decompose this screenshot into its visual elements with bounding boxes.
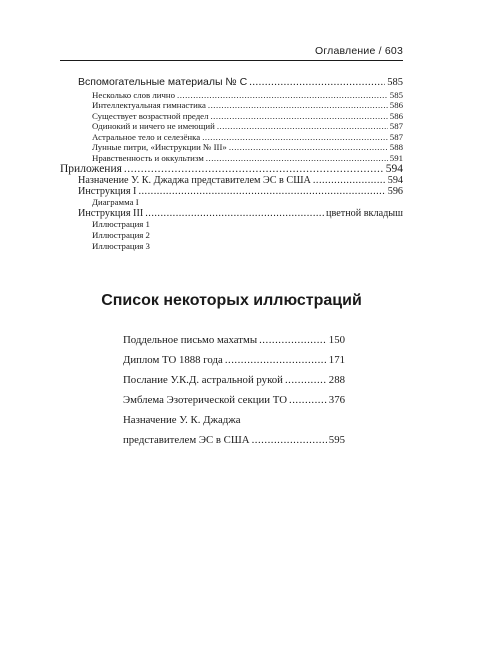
- toc-leader: [252, 430, 327, 450]
- toc-leader: [138, 186, 385, 197]
- list-item-page: 150: [328, 334, 345, 346]
- toc-entry-page: цветной вкладыш: [326, 208, 403, 219]
- toc-entry-page: 591: [389, 152, 403, 163]
- toc-leader: [177, 90, 388, 101]
- list-item-title: Эмблема Эзотерической секции ТО: [123, 394, 287, 406]
- toc-entry-title: Иллюстрация 1: [92, 219, 150, 229]
- toc-entry: [60, 100, 403, 111]
- toc-leader: [229, 142, 388, 153]
- list-item-title: Поддельное письмо махатмы: [123, 334, 258, 346]
- list-item-page: 288: [328, 374, 345, 386]
- toc-entry-title: Одинокий и ничего не имеющий: [92, 121, 215, 131]
- toc-entry-page: 596: [387, 186, 403, 197]
- toc-entry: [60, 132, 403, 143]
- toc-entry-title: Назначение У. К. Джаджа представителем ЭС в США: [78, 175, 311, 186]
- toc-entry: [60, 153, 403, 164]
- toc-entry-page: 594: [385, 163, 403, 175]
- toc-entry: [60, 186, 403, 197]
- running-header: Оглавление / 603: [314, 45, 403, 57]
- toc-entry: [60, 175, 403, 186]
- list-item-title: Диплом ТО 1888 года: [123, 354, 223, 366]
- toc-entry: [60, 111, 403, 122]
- table-of-contents: [60, 76, 403, 252]
- toc-leader: [289, 390, 327, 410]
- list-item-title: представителем ЭС в США: [123, 434, 250, 446]
- toc-entry: [60, 121, 403, 132]
- toc-entry-title: Инструкция III: [78, 208, 144, 219]
- toc-entry-title: Приложения: [60, 163, 122, 175]
- toc-leader: [145, 208, 324, 219]
- toc-entry-title: Вспомогательные материалы № С: [78, 76, 248, 88]
- toc-entry-title: Иллюстрация 3: [92, 241, 150, 251]
- toc-entry-title: Инструкция I: [78, 186, 137, 197]
- list-item-title: Назначение У. К. Джаджа: [123, 414, 241, 426]
- header-rule: [60, 60, 403, 61]
- list-item: [123, 430, 345, 450]
- section-heading: Список некоторых иллюстраций: [101, 292, 362, 309]
- toc-leader: [124, 163, 384, 175]
- toc-entry-title: Существует возрастной предел: [92, 110, 209, 121]
- toc-entry-page: 586: [389, 100, 403, 110]
- toc-entry-page: 585: [389, 89, 403, 100]
- toc-leader: [210, 111, 387, 122]
- toc-entry: [60, 208, 403, 219]
- toc-entry: [60, 142, 403, 153]
- toc-entry-title: Лунные питри, «Инструкции № III»: [92, 142, 227, 152]
- list-item: [123, 330, 345, 350]
- list-item-page: 171: [328, 354, 345, 366]
- toc-entry-title: Нравственность и оккультизм: [92, 152, 204, 163]
- list-item: [123, 390, 345, 410]
- toc-entry: [60, 90, 403, 101]
- toc-entry-page: 585: [387, 77, 403, 88]
- toc-entry-page: 587: [389, 121, 403, 131]
- toc-leader: [313, 175, 386, 186]
- list-item-title: Послание У.К.Д. астральной рукой: [123, 374, 283, 386]
- toc-entry-title: Несколько слов лично: [92, 89, 175, 100]
- toc-leader: [285, 370, 327, 390]
- toc-leader: [206, 153, 388, 164]
- toc-entry-title: Интеллектуальная гимнастика: [92, 100, 206, 110]
- toc-entry-title: Диаграмма I: [92, 197, 139, 207]
- toc-leader: [249, 76, 385, 90]
- toc-entry: [60, 163, 403, 175]
- toc-entry-page: 587: [389, 131, 403, 142]
- toc-entry-page: 586: [389, 110, 403, 121]
- toc-leader: [259, 330, 327, 350]
- toc-leader: [208, 100, 388, 111]
- list-item: [123, 370, 345, 390]
- toc-entry-title: Иллюстрация 2: [92, 230, 150, 240]
- toc-entry-title: Астральное тело и селезёнка: [92, 131, 201, 142]
- toc-leader: [225, 350, 327, 370]
- toc-entry-page: 588: [389, 142, 403, 152]
- list-item-page: 376: [328, 394, 345, 406]
- toc-entry-page: 594: [387, 175, 403, 186]
- list-item: [123, 350, 345, 370]
- list-item-page: 595: [328, 434, 345, 446]
- toc-entry: [60, 76, 403, 90]
- toc-leader: [202, 132, 388, 143]
- illustrations-list: [123, 330, 345, 450]
- toc-leader: [217, 121, 388, 132]
